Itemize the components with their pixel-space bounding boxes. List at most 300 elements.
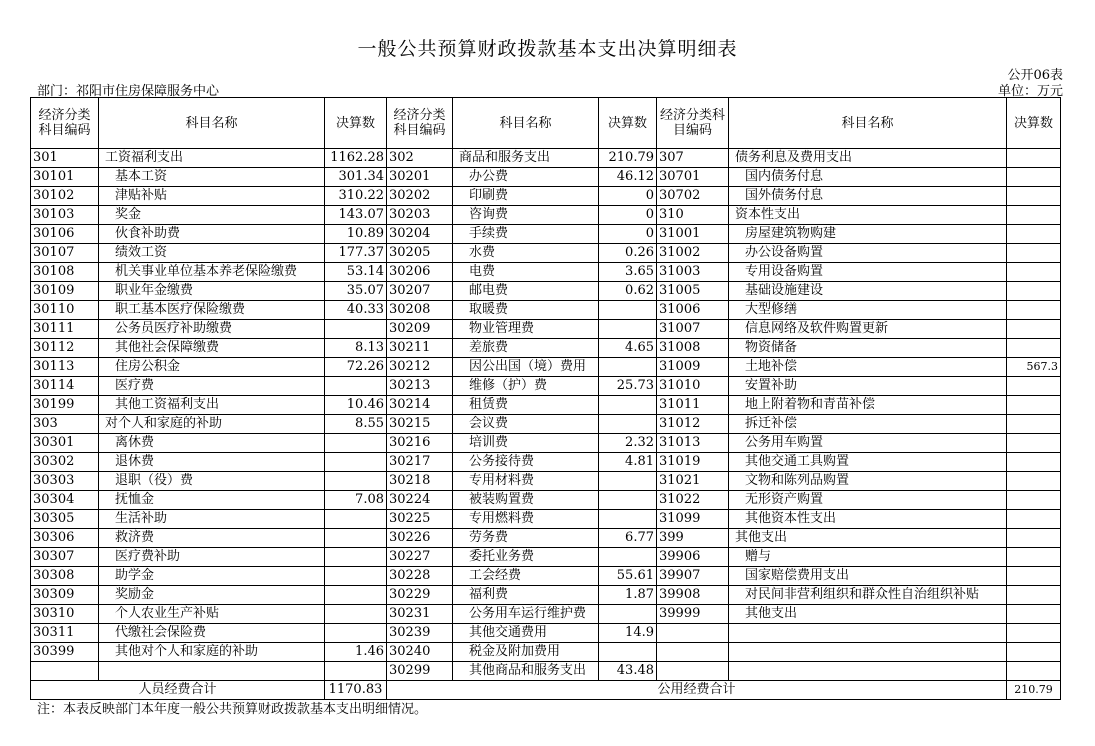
item-name-cell: 信息网络及软件购置更新 (729, 320, 1007, 339)
item-name-cell: 公务接待费 (453, 453, 599, 472)
amount-cell (599, 643, 657, 662)
amount-cell (325, 320, 387, 339)
table-row (31, 529, 1061, 548)
item-name-cell: 土地补偿 (729, 358, 1007, 377)
item-name-cell: 对民间非营利组织和群众性自治组织补贴 (729, 586, 1007, 605)
economic-code-cell: 30239 (387, 624, 453, 643)
amount-cell (1007, 453, 1061, 472)
economic-code-cell: 31012 (657, 415, 729, 434)
amount-cell (599, 415, 657, 434)
item-name-cell: 物业管理费 (453, 320, 599, 339)
item-name-cell: 国内债务付息 (729, 168, 1007, 187)
header-code: 经济分类科目编码 (657, 98, 729, 149)
item-name-cell: 其他对个人和家庭的补助 (99, 643, 325, 662)
amount-cell (325, 586, 387, 605)
table-row (31, 453, 1061, 472)
table-row (31, 605, 1061, 624)
table-row (31, 282, 1061, 301)
amount-cell (599, 396, 657, 415)
item-name-cell: 代缴社会保险费 (99, 624, 325, 643)
amount-cell (1007, 377, 1061, 396)
amount-cell (599, 472, 657, 491)
footnote: 注：本表反映部门本年度一般公共预算财政拨款基本支出明细情况。 (37, 702, 428, 717)
economic-code-cell (657, 662, 729, 681)
table-row (31, 643, 1061, 662)
amount-cell: 301.34 (325, 168, 387, 187)
economic-code-cell: 30301 (31, 434, 99, 453)
item-name-cell: 被装购置费 (453, 491, 599, 510)
item-name-cell: 维修（护）费 (453, 377, 599, 396)
economic-code-cell: 30226 (387, 529, 453, 548)
item-name-cell: 医疗费补助 (99, 548, 325, 567)
economic-code-cell: 30108 (31, 263, 99, 282)
item-name-cell: 对个人和家庭的补助 (99, 415, 325, 434)
item-name-cell: 国外债务付息 (729, 187, 1007, 206)
item-name-cell: 个人农业生产补贴 (99, 605, 325, 624)
item-name-cell: 拆迁补偿 (729, 415, 1007, 434)
amount-cell (325, 434, 387, 453)
economic-code-cell: 30213 (387, 377, 453, 396)
economic-code-cell: 31011 (657, 396, 729, 415)
economic-code-cell: 30302 (31, 453, 99, 472)
economic-code-cell: 31005 (657, 282, 729, 301)
amount-cell (325, 377, 387, 396)
amount-cell (325, 453, 387, 472)
item-name-cell: 手续费 (453, 225, 599, 244)
amount-cell (1007, 206, 1061, 225)
item-name-cell: 地上附着物和青苗补偿 (729, 396, 1007, 415)
amount-cell: 177.37 (325, 244, 387, 263)
economic-code-cell: 303 (31, 415, 99, 434)
table-row (31, 320, 1061, 339)
item-name-cell: 其他社会保障缴费 (99, 339, 325, 358)
economic-code-cell: 30206 (387, 263, 453, 282)
table-row (31, 548, 1061, 567)
economic-code-cell: 30107 (31, 244, 99, 263)
economic-code-cell: 30113 (31, 358, 99, 377)
table-row (31, 662, 1061, 681)
economic-code-cell: 31007 (657, 320, 729, 339)
amount-cell: 310.22 (325, 187, 387, 206)
item-name-cell: 办公设备购置 (729, 244, 1007, 263)
amount-cell (1007, 263, 1061, 282)
economic-code-cell: 30103 (31, 206, 99, 225)
economic-code-cell: 31021 (657, 472, 729, 491)
economic-code-cell: 30110 (31, 301, 99, 320)
item-name-cell: 其他交通费用 (453, 624, 599, 643)
amount-cell: 8.13 (325, 339, 387, 358)
amount-cell (1007, 339, 1061, 358)
item-name-cell: 电费 (453, 263, 599, 282)
header-code: 经济分类科目编码 (387, 98, 453, 149)
economic-code-cell: 30229 (387, 586, 453, 605)
economic-code-cell: 31009 (657, 358, 729, 377)
item-name-cell: 其他交通工具购置 (729, 453, 1007, 472)
amount-cell (1007, 301, 1061, 320)
economic-code-cell: 30224 (387, 491, 453, 510)
economic-code-cell: 31002 (657, 244, 729, 263)
amount-cell (1007, 662, 1061, 681)
header-code: 经济分类科目编码 (31, 98, 99, 149)
amount-cell (325, 662, 387, 681)
amount-cell (1007, 282, 1061, 301)
header-amount: 决算数 (599, 98, 657, 149)
economic-code-cell: 302 (387, 149, 453, 168)
economic-code-cell: 30211 (387, 339, 453, 358)
amount-cell (325, 624, 387, 643)
economic-code-cell: 30106 (31, 225, 99, 244)
item-name-cell: 其他商品和服务支出 (453, 662, 599, 681)
header-amount: 决算数 (1007, 98, 1061, 149)
amount-cell (1007, 244, 1061, 263)
economic-code-cell: 30702 (657, 187, 729, 206)
item-name-cell: 租赁费 (453, 396, 599, 415)
economic-code-cell: 30303 (31, 472, 99, 491)
amount-cell (1007, 472, 1061, 491)
economic-code-cell: 30204 (387, 225, 453, 244)
amount-cell: 40.33 (325, 301, 387, 320)
item-name-cell: 抚恤金 (99, 491, 325, 510)
amount-cell (1007, 643, 1061, 662)
amount-cell (1007, 605, 1061, 624)
item-name-cell: 印刷费 (453, 187, 599, 206)
item-name-cell: 津贴补贴 (99, 187, 325, 206)
economic-code-cell: 30231 (387, 605, 453, 624)
economic-code-cell: 30306 (31, 529, 99, 548)
economic-code-cell: 301 (31, 149, 99, 168)
item-name-cell: 无形资产购置 (729, 491, 1007, 510)
amount-cell: 55.61 (599, 567, 657, 586)
table-number: 公开06表 (1007, 68, 1063, 83)
economic-code-cell: 30208 (387, 301, 453, 320)
amount-cell (1007, 567, 1061, 586)
table-row (31, 358, 1061, 377)
amount-cell (1007, 396, 1061, 415)
amount-cell (1007, 624, 1061, 643)
amount-cell (599, 320, 657, 339)
table-row (31, 168, 1061, 187)
amount-cell: 0 (599, 225, 657, 244)
economic-code-cell: 30199 (31, 396, 99, 415)
item-name-cell: 机关事业单位基本养老保险缴费 (99, 263, 325, 282)
item-name-cell: 文物和陈列品购置 (729, 472, 1007, 491)
amount-cell (599, 510, 657, 529)
economic-code-cell: 30240 (387, 643, 453, 662)
economic-code-cell: 30310 (31, 605, 99, 624)
item-name-cell: 专用设备购置 (729, 263, 1007, 282)
economic-code-cell: 30102 (31, 187, 99, 206)
amount-cell (1007, 548, 1061, 567)
economic-code-cell: 39906 (657, 548, 729, 567)
amount-cell: 0 (599, 187, 657, 206)
item-name-cell: 福利费 (453, 586, 599, 605)
amount-cell (599, 491, 657, 510)
amount-cell (1007, 586, 1061, 605)
totals-row (31, 681, 1061, 700)
item-name-cell: 奖金 (99, 206, 325, 225)
item-name-cell: 水费 (453, 244, 599, 263)
amount-cell: 1.46 (325, 643, 387, 662)
amount-cell (1007, 415, 1061, 434)
economic-code-cell: 31001 (657, 225, 729, 244)
amount-cell (1007, 187, 1061, 206)
economic-code-cell: 30228 (387, 567, 453, 586)
amount-cell: 10.46 (325, 396, 387, 415)
personnel-total-label: 人员经费合计 (31, 681, 325, 700)
amount-cell: 3.65 (599, 263, 657, 282)
item-name-cell: 基本工资 (99, 168, 325, 187)
table-row (31, 225, 1061, 244)
economic-code-cell: 30311 (31, 624, 99, 643)
item-name-cell: 因公出国（境）费用 (453, 358, 599, 377)
item-name-cell: 公务用车购置 (729, 434, 1007, 453)
amount-cell: 6.77 (599, 529, 657, 548)
amount-cell: 35.07 (325, 282, 387, 301)
item-name-cell: 国家赔偿费用支出 (729, 567, 1007, 586)
economic-code-cell: 307 (657, 149, 729, 168)
amount-cell (325, 510, 387, 529)
economic-code-cell: 30202 (387, 187, 453, 206)
item-name-cell: 差旅费 (453, 339, 599, 358)
economic-code-cell: 30309 (31, 586, 99, 605)
economic-code-cell: 39907 (657, 567, 729, 586)
table-row (31, 491, 1061, 510)
item-name-cell: 债务利息及费用支出 (729, 149, 1007, 168)
item-name-cell: 取暖费 (453, 301, 599, 320)
economic-code-cell: 30227 (387, 548, 453, 567)
amount-cell (599, 301, 657, 320)
amount-cell: 143.07 (325, 206, 387, 225)
economic-code-cell: 399 (657, 529, 729, 548)
table-row (31, 434, 1061, 453)
amount-cell (1007, 434, 1061, 453)
amount-cell: 2.32 (599, 434, 657, 453)
amount-cell (1007, 149, 1061, 168)
item-name-cell: 退休费 (99, 453, 325, 472)
item-name-cell: 劳务费 (453, 529, 599, 548)
amount-cell (1007, 225, 1061, 244)
item-name-cell: 专用燃料费 (453, 510, 599, 529)
header-name: 科目名称 (99, 98, 325, 149)
item-name-cell: 办公费 (453, 168, 599, 187)
economic-code-cell: 30114 (31, 377, 99, 396)
table-row (31, 263, 1061, 282)
item-name-cell: 其他工资福利支出 (99, 396, 325, 415)
amount-cell: 53.14 (325, 263, 387, 282)
amount-cell (1007, 168, 1061, 187)
item-name-cell: 伙食补助费 (99, 225, 325, 244)
page-title: 一般公共预算财政拨款基本支出决算明细表 (357, 38, 738, 60)
item-name-cell: 物资储备 (729, 339, 1007, 358)
amount-cell: 72.26 (325, 358, 387, 377)
item-name-cell: 工资福利支出 (99, 149, 325, 168)
economic-code-cell: 30216 (387, 434, 453, 453)
economic-code-cell: 30205 (387, 244, 453, 263)
amount-cell: 7.08 (325, 491, 387, 510)
table-row (31, 510, 1061, 529)
amount-cell: 0.62 (599, 282, 657, 301)
amount-cell: 8.55 (325, 415, 387, 434)
item-name-cell (729, 643, 1007, 662)
item-name-cell: 大型修缮 (729, 301, 1007, 320)
amount-cell (325, 567, 387, 586)
economic-code-cell: 39908 (657, 586, 729, 605)
table-row (31, 624, 1061, 643)
amount-cell: 0.26 (599, 244, 657, 263)
economic-code-cell: 30101 (31, 168, 99, 187)
item-name-cell: 助学金 (99, 567, 325, 586)
economic-code-cell: 31019 (657, 453, 729, 472)
economic-code-cell: 30209 (387, 320, 453, 339)
economic-code-cell: 30217 (387, 453, 453, 472)
economic-code-cell: 31008 (657, 339, 729, 358)
item-name-cell: 绩效工资 (99, 244, 325, 263)
economic-code-cell: 30214 (387, 396, 453, 415)
amount-cell (599, 548, 657, 567)
item-name-cell: 赠与 (729, 548, 1007, 567)
amount-cell (325, 529, 387, 548)
item-name-cell: 公务用车运行维护费 (453, 605, 599, 624)
amount-cell (325, 605, 387, 624)
item-name-cell: 商品和服务支出 (453, 149, 599, 168)
economic-code-cell: 31013 (657, 434, 729, 453)
amount-cell: 1162.28 (325, 149, 387, 168)
item-name-cell: 工会经费 (453, 567, 599, 586)
item-name-cell: 其他支出 (729, 529, 1007, 548)
amount-cell: 0 (599, 206, 657, 225)
table-row (31, 415, 1061, 434)
economic-code-cell: 30207 (387, 282, 453, 301)
amount-cell: 567.3 (1007, 358, 1061, 377)
economic-code-cell: 30701 (657, 168, 729, 187)
item-name-cell: 住房公积金 (99, 358, 325, 377)
economic-code-cell: 30109 (31, 282, 99, 301)
item-name-cell: 奖励金 (99, 586, 325, 605)
item-name-cell: 其他资本性支出 (729, 510, 1007, 529)
amount-cell (599, 605, 657, 624)
amount-cell (1007, 529, 1061, 548)
economic-code-cell (31, 662, 99, 681)
item-name-cell: 安置补助 (729, 377, 1007, 396)
amount-cell (325, 472, 387, 491)
amount-cell (1007, 510, 1061, 529)
item-name-cell: 生活补助 (99, 510, 325, 529)
personnel-total-value: 1170.83 (325, 681, 387, 700)
item-name-cell: 专用材料费 (453, 472, 599, 491)
item-name-cell: 救济费 (99, 529, 325, 548)
item-name-cell: 委托业务费 (453, 548, 599, 567)
header-amount: 决算数 (325, 98, 387, 149)
public-total-value: 210.79 (1007, 681, 1061, 700)
economic-code-cell: 310 (657, 206, 729, 225)
economic-code-cell: 30299 (387, 662, 453, 681)
amount-cell (1007, 320, 1061, 339)
economic-code-cell: 30112 (31, 339, 99, 358)
table-row (31, 301, 1061, 320)
amount-cell: 43.48 (599, 662, 657, 681)
item-name-cell: 税金及附加费用 (453, 643, 599, 662)
header-name: 科目名称 (453, 98, 599, 149)
department-label: 部门：祁阳市住房保障服务中心 (37, 84, 220, 99)
expenditure-table (30, 97, 1061, 700)
amount-cell: 4.81 (599, 453, 657, 472)
item-name-cell: 职工基本医疗保险缴费 (99, 301, 325, 320)
economic-code-cell: 30111 (31, 320, 99, 339)
table-row (31, 149, 1061, 168)
item-name-cell (99, 662, 325, 681)
economic-code-cell: 30203 (387, 206, 453, 225)
unit-label: 单位：万元 (997, 84, 1063, 99)
amount-cell: 10.89 (325, 225, 387, 244)
table-row (31, 206, 1061, 225)
economic-code-cell: 39999 (657, 605, 729, 624)
economic-code-cell: 31006 (657, 301, 729, 320)
amount-cell (1007, 491, 1061, 510)
item-name-cell (729, 624, 1007, 643)
item-name-cell: 职业年金缴费 (99, 282, 325, 301)
header-row (31, 98, 1061, 149)
economic-code-cell: 30215 (387, 415, 453, 434)
economic-code-cell: 31022 (657, 491, 729, 510)
item-name-cell: 其他支出 (729, 605, 1007, 624)
amount-cell: 14.9 (599, 624, 657, 643)
amount-cell (599, 358, 657, 377)
table-row (31, 567, 1061, 586)
amount-cell: 25.73 (599, 377, 657, 396)
economic-code-cell: 30201 (387, 168, 453, 187)
economic-code-cell: 30308 (31, 567, 99, 586)
table-row (31, 187, 1061, 206)
table-row (31, 377, 1061, 396)
economic-code-cell: 30307 (31, 548, 99, 567)
economic-code-cell: 30225 (387, 510, 453, 529)
item-name-cell: 退职（役）费 (99, 472, 325, 491)
item-name-cell: 资本性支出 (729, 206, 1007, 225)
table-row (31, 586, 1061, 605)
item-name-cell: 培训费 (453, 434, 599, 453)
item-name-cell: 医疗费 (99, 377, 325, 396)
item-name-cell: 离休费 (99, 434, 325, 453)
amount-cell: 46.12 (599, 168, 657, 187)
economic-code-cell (657, 643, 729, 662)
header-name: 科目名称 (729, 98, 1007, 149)
table-row (31, 339, 1061, 358)
table-row (31, 244, 1061, 263)
table-row (31, 396, 1061, 415)
item-name-cell: 会议费 (453, 415, 599, 434)
item-name-cell: 咨询费 (453, 206, 599, 225)
amount-cell (325, 548, 387, 567)
item-name-cell (729, 662, 1007, 681)
amount-cell: 210.79 (599, 149, 657, 168)
economic-code-cell: 30212 (387, 358, 453, 377)
economic-code-cell: 31003 (657, 263, 729, 282)
economic-code-cell: 30305 (31, 510, 99, 529)
economic-code-cell: 30218 (387, 472, 453, 491)
amount-cell: 1.87 (599, 586, 657, 605)
item-name-cell: 公务员医疗补助缴费 (99, 320, 325, 339)
economic-code-cell: 31010 (657, 377, 729, 396)
item-name-cell: 基础设施建设 (729, 282, 1007, 301)
economic-code-cell (657, 624, 729, 643)
amount-cell: 4.65 (599, 339, 657, 358)
item-name-cell: 房屋建筑物购建 (729, 225, 1007, 244)
item-name-cell: 邮电费 (453, 282, 599, 301)
public-total-label: 公用经费合计 (387, 681, 1007, 700)
economic-code-cell: 30399 (31, 643, 99, 662)
table-row (31, 472, 1061, 491)
economic-code-cell: 31099 (657, 510, 729, 529)
